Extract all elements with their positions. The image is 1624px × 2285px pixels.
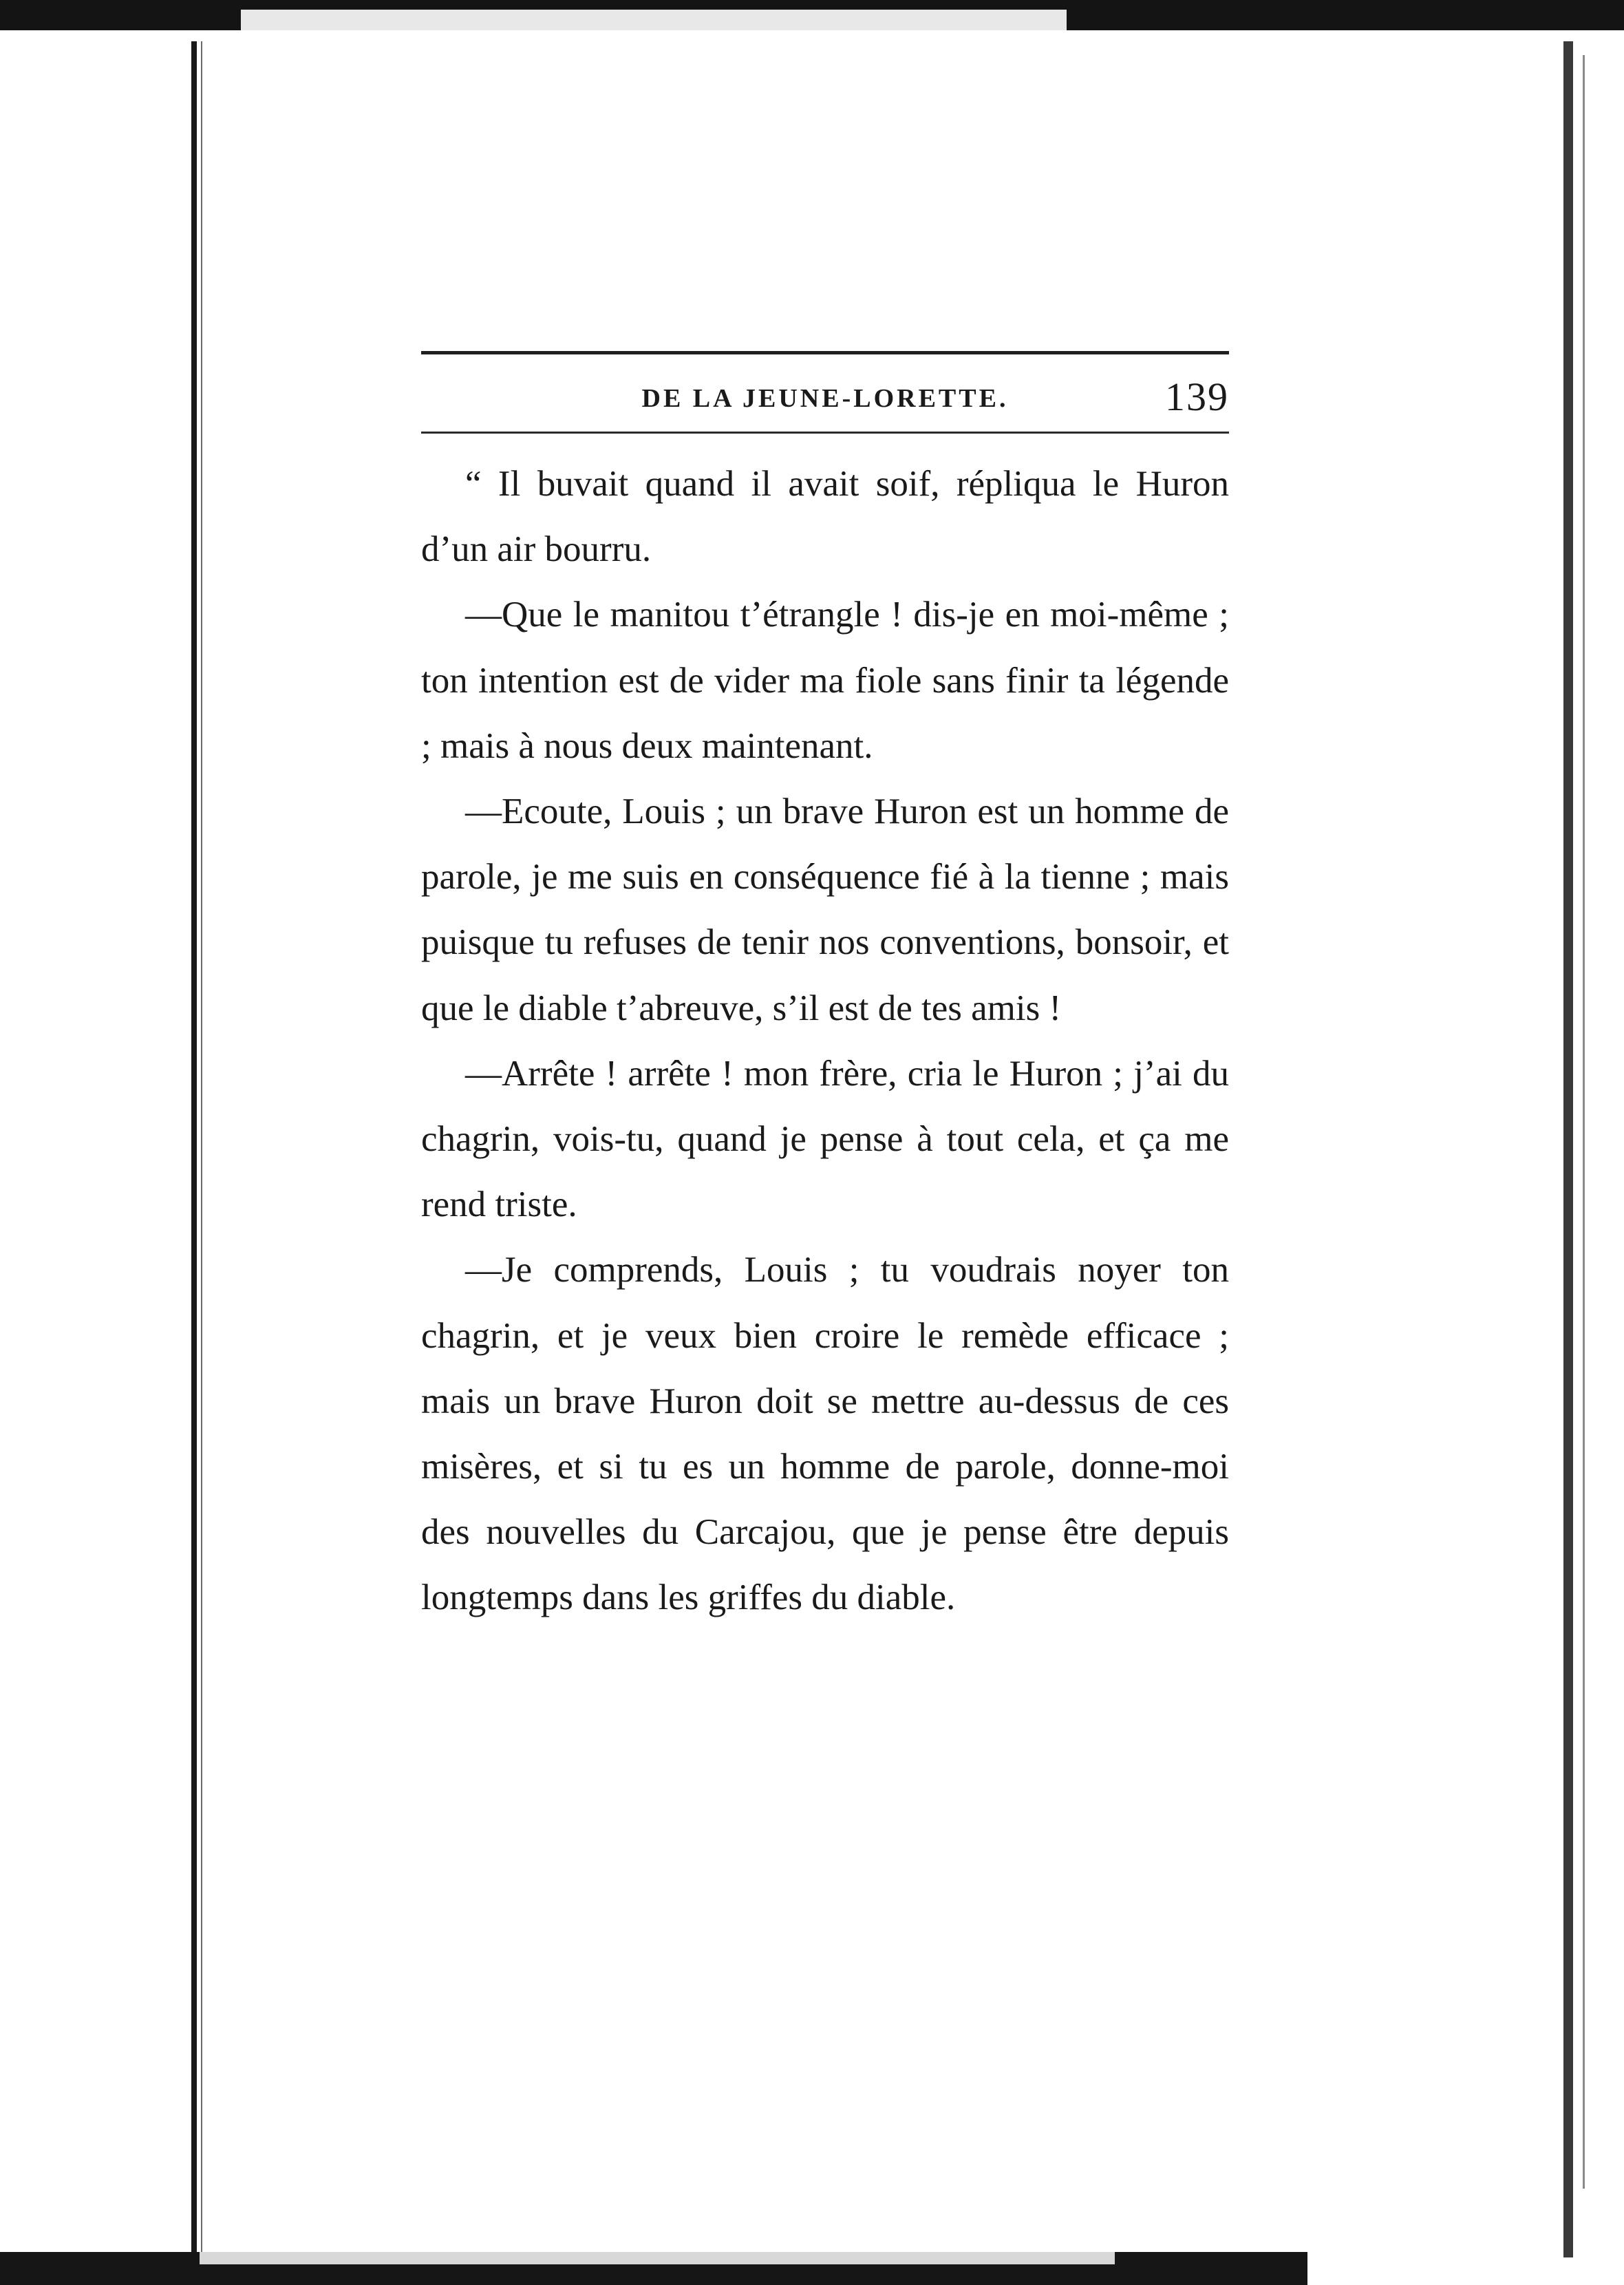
header-rule-top <box>421 351 1229 354</box>
book-gutter-shadow <box>201 41 202 2257</box>
book-page <box>421 351 1229 1631</box>
body-text <box>421 451 1229 1631</box>
paragraph: —Que le manitou t’étrangle ! dis-je en moi-même ; ton intention est de vider ma fiole sans finir ta légende ; mais à nous deux maintenant. <box>421 595 1229 766</box>
paragraph: —Arrête ! arrête ! mon frère, cria le Huron ; j’ai du chagrin, vois-tu, quand je pense à tout cela, et ça me rend triste. <box>421 1053 1229 1225</box>
page-right-edge <box>1563 41 1573 2257</box>
page-number: 139 <box>1165 374 1229 419</box>
running-title: DE LA JEUNE-LORETTE. <box>641 384 1009 413</box>
page-right-edge-shadow <box>1583 55 1585 2189</box>
paragraph: —Je comprends, Louis ; tu voudrais noyer ton chagrin, et je veux bien croire le remède efficace ; mais un brave Huron doit se mettre au-dessus de ces misères, et si tu es un homme de parole, donne-moi des nouvelles du Carcajou, que je pense être depuis longtemps dans les griffes du diable. <box>421 1250 1229 1618</box>
paragraph: “ Il buvait quand il avait soif, répliqua le Huron d’un air bourru. <box>421 464 1229 570</box>
scan-top-edge-highlight <box>241 10 1067 30</box>
facing-page-margin <box>0 30 186 2285</box>
scan-bottom-edge-highlight <box>200 2252 1115 2264</box>
book-gutter <box>191 41 197 2257</box>
running-header <box>421 374 1229 429</box>
header-rule-bottom <box>421 432 1229 434</box>
paragraph: —Ecoute, Louis ; un brave Huron est un homme de parole, je me suis en conséquence fié à la tienne ; mais puisque tu refuses de tenir nos conventions, bonsoir, et que le diable t’abreuve, s’il est de tes amis ! <box>421 791 1229 1028</box>
